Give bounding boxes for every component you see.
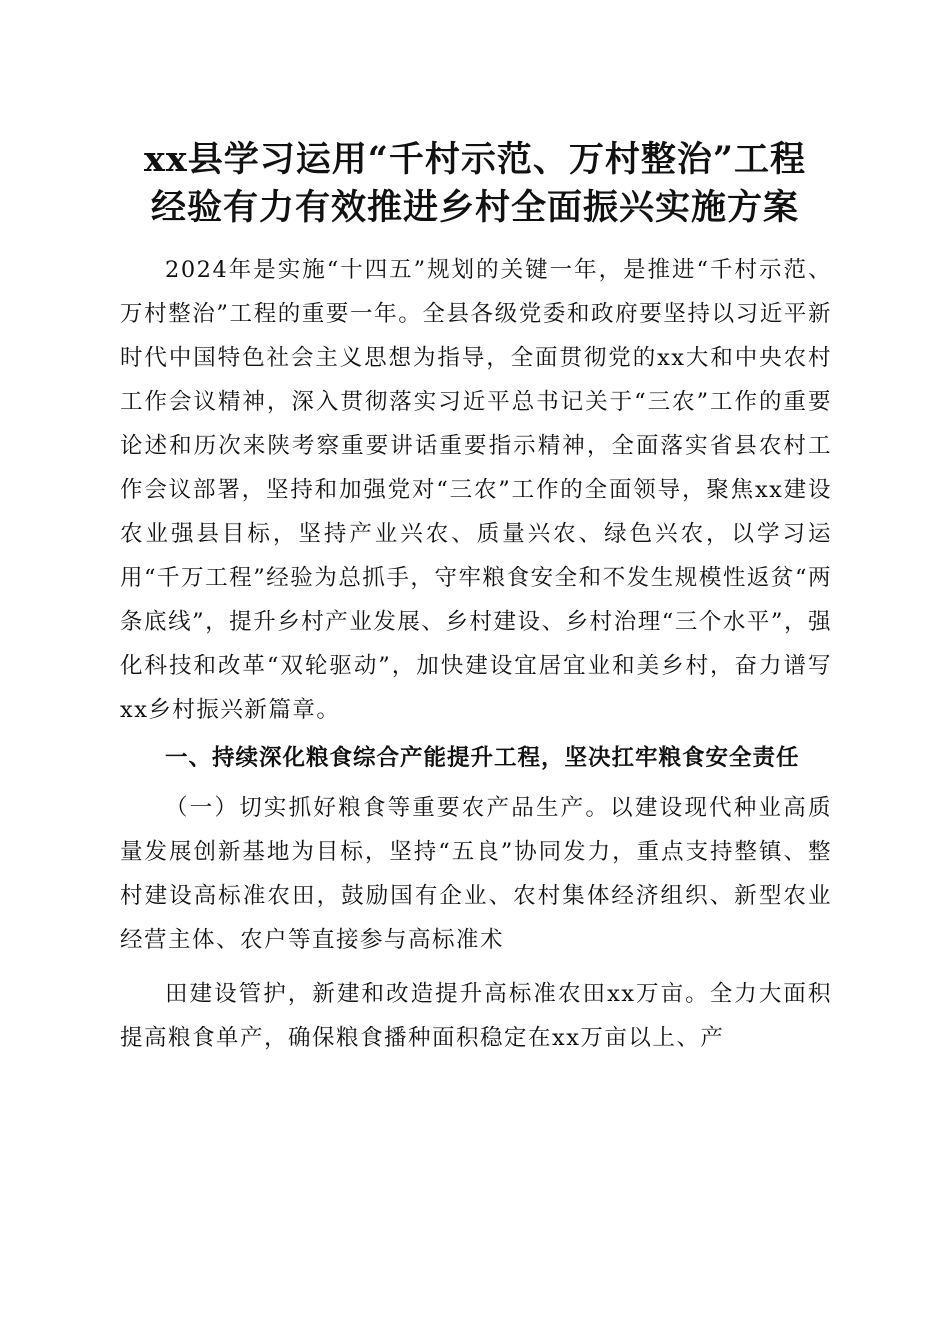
continuation-paragraph: 田建设管护，新建和改造提升高标准农田xx万亩。全力大面积提高粮食单产，确保粮食播种面积稳定在xx万亩以上、产 xyxy=(120,981,832,1051)
subsection-paragraph-1 xyxy=(120,786,832,962)
subsection-heading-1: （一）切实抓好粮食等重要农产品生产。 xyxy=(165,795,611,821)
document-body xyxy=(120,248,832,1060)
title-line-2: 经验有力有效推进乡村全面振兴实施方案 xyxy=(150,187,799,228)
intro-paragraph: 2024年是实施“十四五”规划的关键一年，是推进“千村示范、万村整治”工程的重要一年。全县各级党委和政府要坚持以习近平新时代中国特色社会主义思想为指导，全面贯彻党的xx大和中央农村工作会议精神，深入贯彻落实习近平总书记关于“三农”工作的重要论述和历次来陕考察重要讲话重要指示精神，全面落实省县农村工作会议部署，坚持和加强党对“三农”工作的全面领导，聚焦xx建设农业强县目标，坚持产业兴农、质量兴农、绿色兴农，以学习运用“千万工程”经验为总抓手，守牢粮食安全和不发生规模性返贫“两条底线”，提升乡村产业发展、乡村建设、乡村治理“三个水平”，强化科技和改革“双轮驱动”，加快建设宜居宜业和美乡村，奋力谱写xx乡村振兴新篇章。 xyxy=(120,257,832,723)
document-title xyxy=(100,136,850,232)
title-line-1: xx县学习运用“千村示范、万村整治”工程 xyxy=(144,139,806,180)
section-heading-1: 一、持续深化粮食综合产能提升工程，坚决扛牢粮食安全责任 xyxy=(165,745,800,771)
subsection-text-1: 以建设现代种业高质量发展创新基地为目标，坚持“五良”协同发力，重点支持整镇、整村建设高标准农田，鼓励国有企业、农村集体经济组织、新型农业经营主体、农户等直接参与高标准术 xyxy=(120,795,832,953)
